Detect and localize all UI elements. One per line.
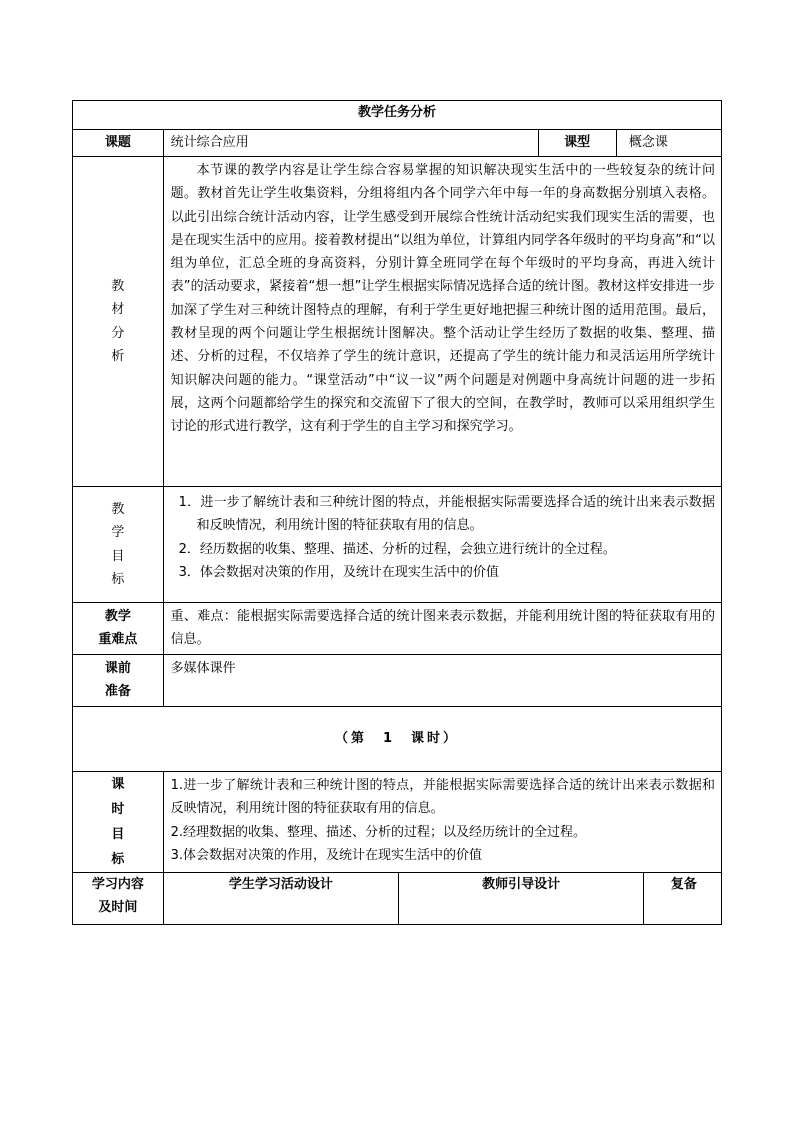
label-line: 课前 bbox=[104, 661, 131, 676]
key-points-text: 重、难点：能根据实际需要选择合适的统计图来表示数据，并能利用统计图的特征获取有用的信息。 bbox=[163, 603, 721, 655]
lesson-goals-label bbox=[73, 772, 164, 873]
table-title: 教学任务分析 bbox=[73, 101, 722, 130]
header-line: 学习内容 bbox=[91, 877, 144, 892]
content-time-header bbox=[73, 873, 164, 925]
label-char: 学 bbox=[111, 525, 125, 541]
header-line: 及时间 bbox=[98, 900, 138, 916]
textbook-analysis-label bbox=[73, 157, 164, 487]
lesson-goals-cell bbox=[163, 772, 721, 873]
label-char: 标 bbox=[111, 852, 125, 867]
teaching-goals-cell bbox=[163, 487, 721, 603]
label-char: 教 bbox=[111, 278, 125, 294]
label-char: 目 bbox=[111, 827, 125, 842]
student-activity-header: 学生学习活动设计 bbox=[164, 873, 399, 924]
goal-item: 3．体会数据对决策的作用，及统计在现实生活中的价值 bbox=[178, 564, 499, 580]
goal-item: 1．进一步了解统计表和三种统计图的特点，并能根据实际需要选择合适的统计出来表示数据和反映情况，利用统计图的特征获取有用的信息。 bbox=[178, 495, 715, 534]
goal-item: 2．经历数据的收集、整理、描述、分析的过程，会独立进行统计的全过程。 bbox=[178, 541, 616, 557]
label-char: 课 bbox=[111, 777, 125, 792]
preparation-text: 多媒体课件 bbox=[163, 655, 721, 707]
lesson-type-value: 概念课 bbox=[616, 130, 721, 157]
preparation-label bbox=[73, 655, 164, 707]
label-line: 准备 bbox=[104, 684, 131, 700]
lesson-goal-item: 3.体会数据对决策的作用，及统计在现实生活中的价值 bbox=[170, 847, 483, 863]
topic-label: 课题 bbox=[73, 130, 164, 157]
textbook-analysis-cell bbox=[163, 157, 721, 487]
lesson-goal-item: 1.进一步了解统计表和三种统计图的特点，并能根据实际需要选择合适的统计出来表示数据和反映情况，利用统计图的特征获取有用的信息。 bbox=[170, 778, 715, 817]
label-line: 教学 bbox=[104, 609, 131, 624]
review-header: 复备 bbox=[670, 877, 697, 892]
topic-value: 统计综合应用 bbox=[163, 130, 538, 157]
textbook-analysis-text: 本节课的教学内容是让学生综合容易掌握的知识解决现实生活中的一些较复杂的统计问题。教材首先让学生收集资料，分组将组内各个同学六年中每一年的身高数据分别填入表格。以此引出综合统计活动内容，让学生感受到开展综合性统计活动纪实我们现实生活的需要，也是在现实生活中的应用。接着教材提出“以组为单位，计算组内同学各年级时的平均身高”和“以组为单位，汇总全班的身高资料，分别计算全班同学在每个年级时的平均身高，再进入统计表”的活动要求，紧接着“想一想”让学生根据实际情况选择合适的统计图。教材这样安排进一步加深了学生对三种统计图特点的理解，有利于学生更好地把握三种统计图的适用范围。最后，教材呈现的两个问题让学生根据统计图解决。整个活动让学生经历了数据的收集、整理、描述、分析的过程，不仅培养了学生的统计意识，还提高了学生的统计能力和灵活运用所学统计知识解决问题的能力。“课堂活动”中“议一议”两个问题是对例题中身高统计问题的进一步拓展，这两个问题都给学生的探究和交流留下了很大的空间，在教学时，教师可以采用组织学生讨论的形式进行教学，这有利于学生的自主学习和探究学习。 bbox=[170, 163, 715, 435]
lesson-plan-table bbox=[72, 100, 722, 925]
label-char: 材 bbox=[111, 302, 125, 318]
design-headers-cell bbox=[163, 873, 721, 925]
lesson-heading: （第 1 课时） bbox=[73, 707, 722, 772]
label-line: 重难点 bbox=[98, 632, 138, 648]
label-char: 分 bbox=[111, 325, 125, 341]
label-char: 教 bbox=[111, 501, 125, 517]
label-char: 析 bbox=[111, 348, 125, 364]
teacher-guidance-header: 教师引导设计 bbox=[399, 873, 644, 924]
key-points-label bbox=[73, 603, 164, 655]
lesson-type-label: 课型 bbox=[538, 130, 616, 157]
label-char: 标 bbox=[111, 571, 125, 587]
label-char: 时 bbox=[111, 802, 125, 817]
lesson-goal-item: 2.经理数据的收集、整理、描述、分析的过程；以及经历统计的全过程。 bbox=[170, 824, 587, 840]
design-headers bbox=[164, 873, 724, 924]
teaching-goals-label bbox=[73, 487, 164, 603]
label-char: 目 bbox=[111, 548, 125, 564]
